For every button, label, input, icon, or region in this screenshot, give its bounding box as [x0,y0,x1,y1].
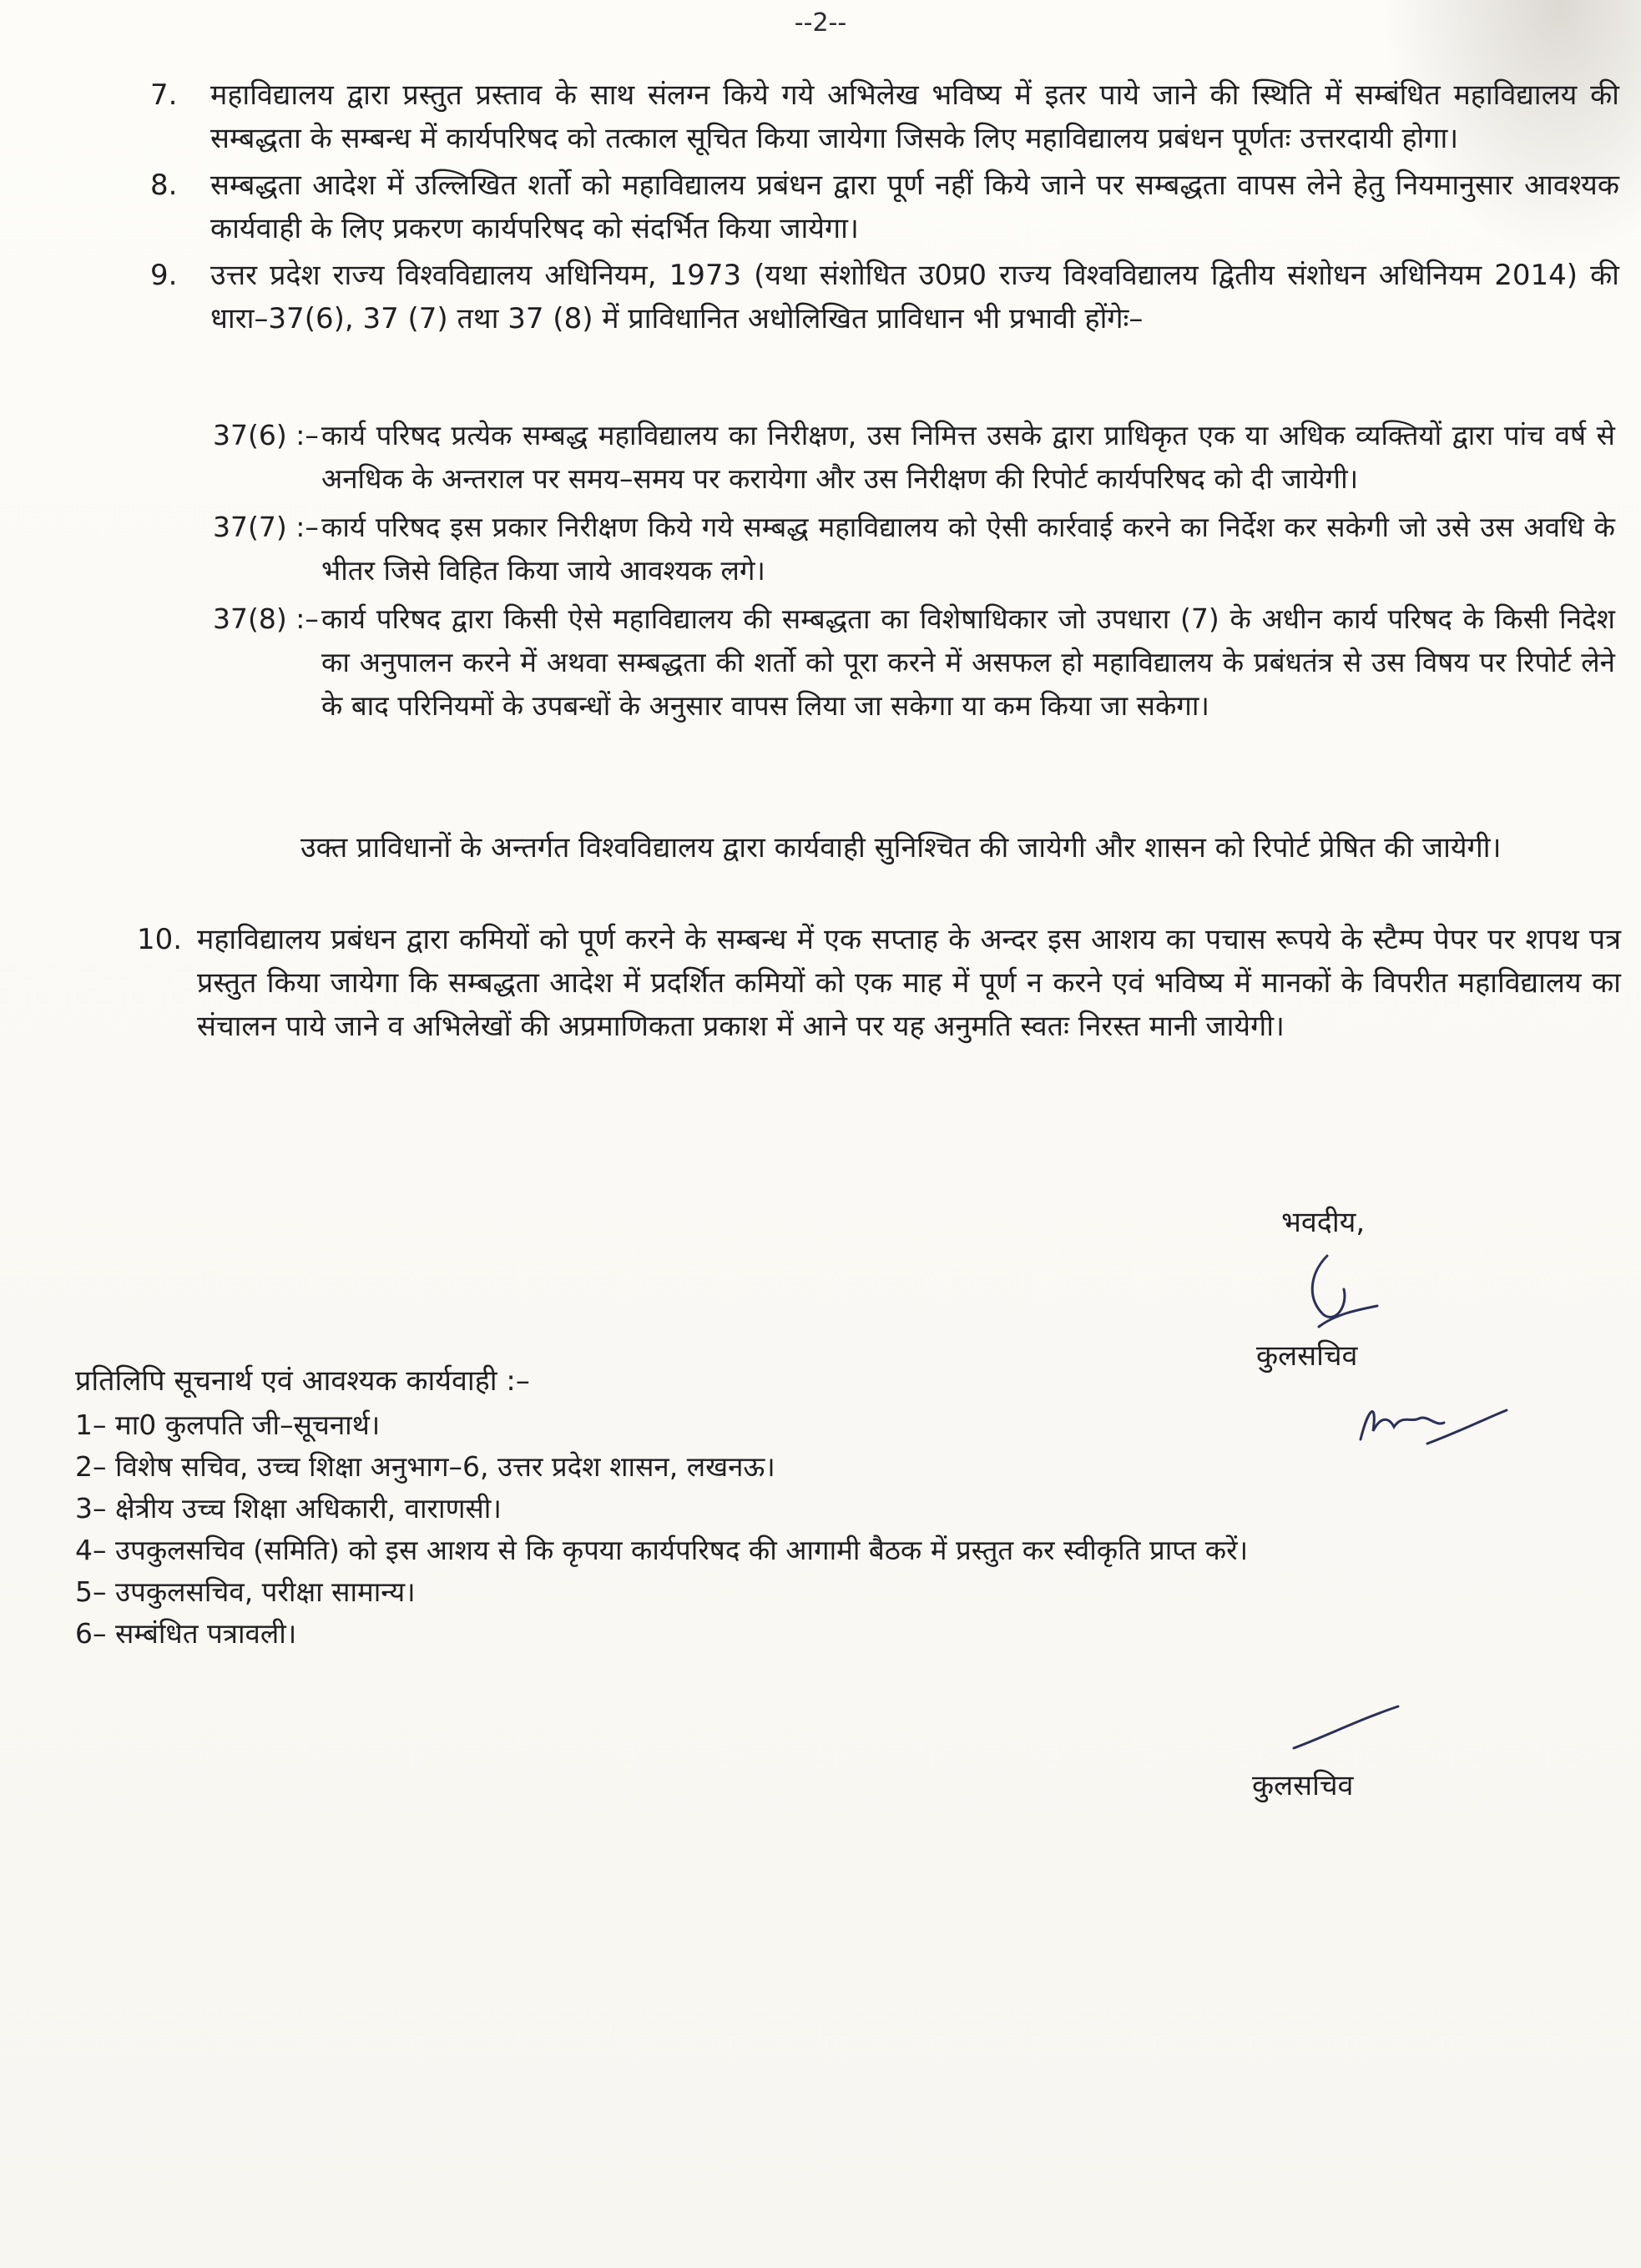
list-item [150,73,1619,160]
item-number: 9. [150,259,178,292]
provision-code: 37(7) :– [213,511,319,543]
signature-line [1285,1702,1402,1752]
signature-mark [1277,1247,1386,1339]
list-item [150,164,1619,250]
provision-text: कार्य परिषद द्वारा किसी ऐसे महाविद्यालय की सम्बद्धता का विशेषाधिकार जो उपधारा (7) के अधीन कार्य परिषद के किसी निदेश का अनुपालन करने में अथवा सम्बद्धता की शर्तो को पूरा करने में असफल हो महाविद्यालय के प्रबंधतंत्र से उस विषय पर रिपोर्ट लेने के बाद परिनियमों के उपबन्धों के अनुसार वापस लिया जा सकेगा या कम किया जा सकेगा। [321,602,1615,722]
item-text: उत्तर प्रदेश राज्य विश्वविद्यालय अधिनियम, 1973 (यथा संशोधित उ0प्र0 राज्य विश्वविद्यालय द्वितीय संशोधन अधिनियम 2014) की धारा–37(6), 37 (7) तथा 37 (8) में प्राविधानित अधोलिखित प्राविधान भी प्रभावी होंगेः– [210,259,1619,335]
provision-code: 37(8) :– [213,602,319,635]
provision-item [213,506,1615,592]
provision-text: कार्य परिषद इस प्रकार निरीक्षण किये गये सम्बद्ध महाविद्यालय को ऐसी कार्रवाई करने का निर्देश कर सकेगी जो उसे उस अवधि के भीतर जिसे विहित किया जाये आवश्यक लगे। [321,511,1615,587]
section-provisions [213,414,1615,733]
cc-item: 1– मा0 कुलपति जी–सूचनार्थ। [75,1409,381,1441]
item-number: 8. [150,169,178,202]
provision-item [213,414,1615,501]
closing-salutation: भवदीय, [1281,1206,1366,1239]
provision-code: 37(6) :– [213,419,319,451]
item-text: सम्बद्धता आदेश में उल्लिखित शर्तो को महाविद्यालय प्रबंधन द्वारा पूर्ण नहीं किये जाने पर सम्बद्धता वापस लेने हेतु नियमानुसार आवश्यक कार्यवाही के लिए प्रकरण कार्यपरिषद को संदर्भित किया जायेगा। [210,169,1619,245]
designation-registrar: कुलसचिव [1256,1339,1358,1373]
cc-item: 6– सम्बंधित पत्रावली। [75,1617,297,1650]
cc-item: 4– उपकुलसचिव (समिति) को इस आशय से कि कृपया कार्यपरिषद की आगामी बैठक में प्रस्तुत कर स्वीकृति प्राप्त करें। [75,1534,1249,1566]
list-item [150,254,1619,340]
item-10 [137,918,1621,1051]
page-number: --2-- [794,8,847,38]
list-item [137,918,1621,1048]
cc-item: 5– उपकुलसचिव, परीक्षा सामान्य। [75,1575,416,1608]
provision-item [213,597,1615,728]
provision-note: उक्त प्राविधानों के अन्तर्गत विश्वविद्यालय द्वारा कार्यवाही सुनिश्चित की जायेगी और शासन को रिपोर्ट प्रेषित की जायेगी। [300,831,1502,864]
provision-text: कार्य परिषद प्रत्येक सम्बद्ध महाविद्यालय का निरीक्षण, उस निमित्त उसके द्वारा प्राधिकृत एक या अधिक व्यक्तियों द्वारा पांच वर्ष से अनधिक के अन्तराल पर समय–समय पर करायेगा और उस निरीक्षण की रिपोर्ट कार्यपरिषद को दी जायेगी। [321,419,1615,495]
cc-item: 2– विशेष सचिव, उच्च शिक्षा अनुभाग–6, उत्तर प्रदेश शासन, लखनऊ। [75,1450,775,1483]
cc-item: 3– क्षेत्रीय उच्च शिक्षा अधिकारी, वाराणसी। [75,1492,502,1525]
designation-registrar-2: कुलसचिव [1252,1769,1354,1802]
item-text: महाविद्यालय प्रबंधन द्वारा कमियों को पूर्ण करने के सम्बन्ध में एक सप्ताह के अन्दर इस आशय का पचास रूपये के स्टैम्प पेपर पर शपथ पत्र प्रस्तुत किया जायेगा कि सम्बद्धता आदेश में प्रदर्शित कमियों को एक माह में पूर्ण न करने एवं भविष्य में मानकों के विपरीत महाविद्यालय का संचालन पाये जाने व अभिलेखों की अप्रमाणिकता प्रकाश में आने पर यह अनुमति स्वतः निरस्त मानी जायेगी। [197,923,1621,1043]
item-number: 10. [137,923,183,956]
cc-heading: प्रतिलिपि सूचनार्थ एवं आवश्यक कार्यवाही :– [75,1364,530,1398]
cc-list [75,1404,1628,1655]
item-text: महाविद्यालय द्वारा प्रस्तुत प्रस्ताव के साथ संलग्न किये गये अभिलेख भविष्य में इतर पाये जाने की स्थिति में सम्बंधित महाविद्यालय की सम्बद्धता के सम्बन्ध में कार्यपरिषद को तत्काल सूचित किया जायेगा जिसके लिए महाविद्यालय प्रबंधन पूर्णतः उत्तरदायी होगा। [210,78,1619,155]
numbered-items [150,73,1619,344]
item-number: 7. [150,78,178,112]
